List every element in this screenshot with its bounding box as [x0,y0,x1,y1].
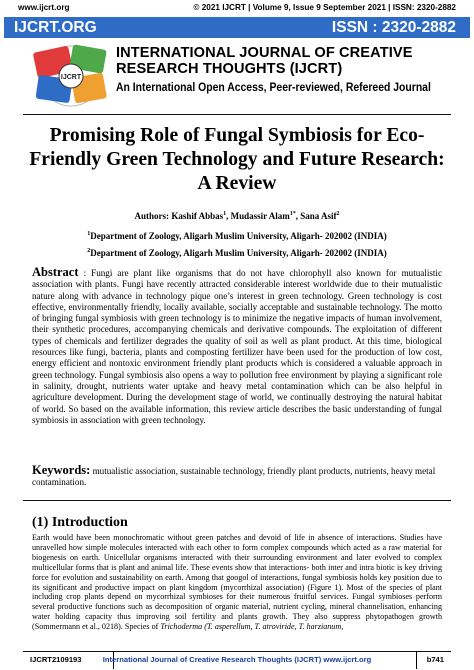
author-2: Mudassir Alam [230,211,290,221]
author-1: Kashif Abbas [171,211,224,221]
abstract-text: : Fungi are plant like organisms that do not have chlorophyll also known for mutualistic association with plants. Fungi have recently attracted considerable interest worldwide due to their mutualistic nature along with advance in technology pique one’s interest in green technology. Green technology is cost effective, environmentally friendly, locally available, socially acceptable and sustainable technology. The motto of bringing fungal symbiosis with green technology is to minimize the negative impacts of human involvement, their synthetic procedures, accompanying chemicals and derivative compounds. The exploitation of different types of chemicals and fertilizer degrades the quality of soil as well as plant product. At this time, biological resources like fungi, bacteria, plants and composting fertilizer have been used for the production of low cost, energy efficient and nontoxic environment friendly plant products which is considered a valuable approach in green technology. Fungal symbiosis also opens a way to pollution free environment by playing a significant role in salinity, drought, nutrients water uptake and heavy metal contamination which can be also helpful in agriculture development. During the development stage of world, we continually destroying the natural habitat of world. So based on the available information, this review article describes the basic understanding of fungal symbiosis in association with green technology. [32,268,442,425]
author-list [20,211,454,221]
authors-prefix: Authors: [134,211,172,221]
introduction-heading: (1) Introduction [32,515,128,530]
abstract-section [32,267,442,426]
footer-divider [23,651,451,652]
affiliation-2-num: 2 [87,248,91,254]
paper-id: IJCRT2109193 [30,655,82,664]
introduction-text: Earth would have been monochromatic without green patches and devoid of life in absence of interactions. Studies have unravelled how simple molecules interacted with each other to form complex compounds which acted as a raw material for biogenesis on earth. Unicellular organisms interacted with their surrounding environment and later evolved to complex multicellular forms that is plant and animal life. These events show that interactions- both inter and intra biotic is key driving force for evolution and sustainability on earth. Among that googol of interactions, fungal symbiosis holds key position due to its significant and productive impact on plant kingdom (mycorrhizal association) (Figure 1). Most of the species of plant including crop plants depend on mycorrhizal symbioses for their numerous fruitful services. Fungal symbioses perform several productive functions such as decomposition of organic material, nutrient cycling, mineral channelisation, enhancing water holding capacity thus improving soil fertility and plants growth. They also suppress phytopathogen growth (Sommermann et al., 0218). Species of [32,533,442,632]
top-header-line [18,3,456,15]
title-line-1: Promising Role of Fungal Symbiosis for Eco- [49,125,425,146]
issue-meta: © 2021 IJCRT | Volume 9, Issue 9 September 2021 | ISSN: 2320-2882 [193,3,456,12]
page-footer [30,655,444,667]
keywords-text: mutualistic association, sustainable technology, friendly plant products, nutrients, heavy metal contamination. [32,466,436,488]
introduction-body [32,533,442,632]
footer-journal[interactable]: International Journal of Creative Research Thoughts (IJCRT) www.ijcrt.org [102,655,372,664]
author-3-affil: 2 [336,211,340,217]
issn-label: ISSN : 2320-2882 [331,19,456,36]
affiliation-2 [20,248,454,258]
journal-name-line1: INTERNATIONAL JOURNAL OF CREATIVE [116,45,413,61]
journal-banner [4,17,470,38]
journal-name [116,45,461,77]
journal-subtitle: An International Open Access, Peer-reviewed, Refereed Journal [116,80,431,94]
title-line-3: A Review [197,173,277,194]
ijcrt-logo-icon [31,43,111,109]
paper-title [26,124,448,196]
author-1-affil: 1 [223,211,227,217]
site-url[interactable]: www.ijcrt.org [18,3,70,12]
journal-name-line2: RESEARCH THOUGHTS (IJCRT) [116,61,343,77]
keywords-section [32,465,442,489]
keywords-label: Keywords: [32,463,91,477]
affiliation-2-text: Department of Zoology, Aligarh Muslim University, Aligarh- 202002 (INDIA) [90,248,387,258]
author-sep-2: , [295,211,301,221]
org-label: IJCRT.ORG [14,19,97,36]
affiliation-1-text: Department of Zoology, Aligarh Muslim University, Aligarh- 202002 (INDIA) [90,231,387,241]
header-divider [23,114,451,115]
affiliation-1 [20,231,454,241]
logo-text: IJCRT [60,74,82,81]
author-3: Sana Asif [300,211,337,221]
affiliation-1-num: 1 [87,231,91,237]
title-line-2: Friendly Green Technology and Future Research: [29,149,445,170]
page-number: b741 [426,655,444,664]
author-2-affil: 1* [289,211,296,217]
introduction-species: Trichoderma (T. asperellum, T. atroviride, T. harzianum, [160,622,344,632]
section-divider [23,500,451,501]
author-sep-1: , [226,211,231,221]
abstract-label: Abstract [32,265,79,279]
